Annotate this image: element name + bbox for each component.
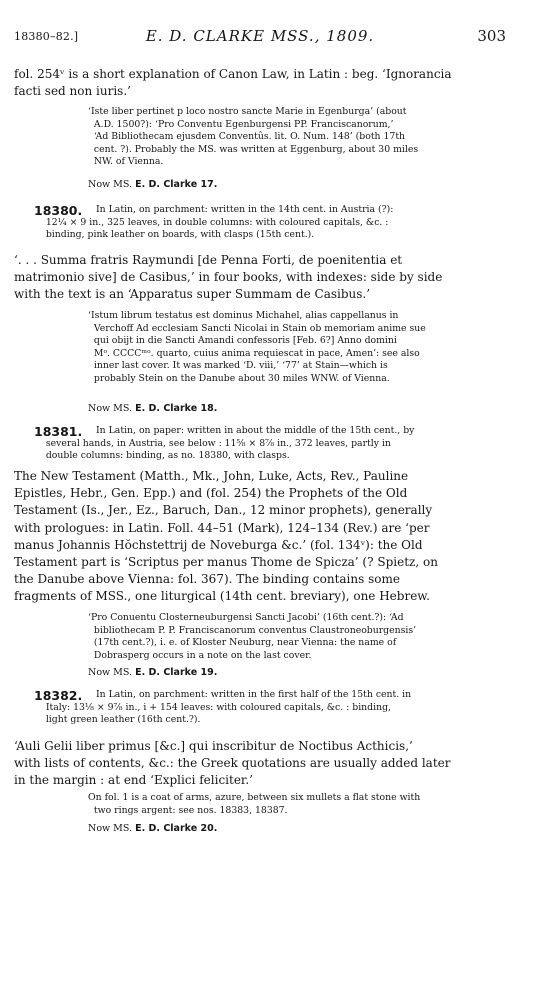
- entry-18381: [34, 425, 508, 463]
- shelfmark-signature: E. D. Clarke 20.: [135, 823, 218, 834]
- shelfmark-18: [88, 402, 217, 415]
- paragraph-summa: ‘. . . Summa fratris Raymundi [de Penna Forti, de poenitentia et matrimonio sive] de Casibus,’ in four books, with indexes: side by side with the text is an ‘Apparatus super Summam de Casibus.’: [14, 253, 443, 302]
- header-range: 18380–82.]: [14, 30, 79, 43]
- entry-number: 18380.: [34, 203, 83, 218]
- shelfmark-prefix: Now MS.: [88, 667, 136, 678]
- shelfmark-17: [88, 178, 217, 191]
- provenance-note-20: On fol. 1 is a coat of arms, azure, between six mullets a flat stone with two rings argent: see nos. 18383, 18387.: [88, 792, 421, 816]
- entry-description: In Latin, on paper: written in about the middle of the 15th cent., by several hands, in Austria, see below : 11⅝ × 8⅞ in., 372 leaves, partly in double columns: binding, as no. 18380, with clasps.: [45, 425, 415, 462]
- paragraph-new-testament: The New Testament (Matth., Mk., John, Luke, Acts, Rev., Pauline Epistles, Hebr., Gen. Epp.) and (fol. 254) the Prophets of the Old Testament (Is., Jer., Ez., Baruch, Dan., 12 minor prophets), generally with prologues: in Latin. Foll. 44–51 (Mark), 124–134 (Rev.) are ‘per manus Johannis Hŏchstettrij de Noveburga &c.’ (fol. 134ᵛ): the Old Testament part is ‘Scriptus per manus Thome de Spicza’ (? Spietz, on the Danube above Vienna: fol. 367). The binding contains some fragments of MSS., one liturgical (14th cent. breviary), one Hebrew.: [14, 469, 438, 604]
- header-title: E. D. CLARKE MSS., 1809.: [145, 27, 375, 45]
- entry-description: In Latin, on parchment: written in the 14th cent. in Austria (?): 12¼ × 9 in., 325 leaves, in double columns: with coloured capitals, &c. : binding, pink leather on boards, with clasps (15th cent.).: [45, 204, 394, 241]
- shelfmark-prefix: Now MS.: [88, 179, 136, 190]
- provenance-note-18: ‘Istum librum testatus est dominus Michahel, alias cappellanus in Verchoff Ad ecclesiam Sancti Nicolai in Stain ob memoriam anime sue qui obijt in die Sancti Amandi confessoris [Feb. 6?] Anno domini Mᵒ. CCCCᵐᵒ. quarto, cuius anima requiescat in pace, Amen’: see also inner last cover. It was marked ‘D. viii,’ ‘77’ at Stain—which is probably Stein on the Danube about 30 miles WNW. of Vienna.: [88, 310, 426, 384]
- provenance-note-17: ‘Iste liber pertinet p loco nostro sancte Marie in Egenburga’ (about A.D. 1500?): ‘Pro Conventu Egenburgensi PP. Franciscanorum,’ ‘Ad Bibliothecam ejusdem Conventûs. lit. O. Num. 148’ (both 17th cent. ?). Probably the MS. was written at Eggenburg, about 30 miles NW. of Vienna.: [88, 106, 419, 168]
- entry-description: In Latin, on parchment: written in the first half of the 15th cent. in Italy: 13⅛ × 9⅞ in., i + 154 leaves: with coloured capitals, &c. : binding, light green leather (16th cent.?).: [45, 689, 412, 726]
- entry-18382: [34, 689, 508, 727]
- shelfmark-signature: E. D. Clarke 19.: [135, 667, 218, 678]
- provenance-note-19: ‘Pro Conuentu Closterneuburgensi Sancti Jacobi’ (16th cent.?): ‘Ad bibliothecam P. P. Franciscanorum conventus Claustroneoburgensis’ (17th cent.?), i. e. of Kloster Neuburg, near Vienna: the name of Dobrasperg occurs in a note on the last cover.: [88, 612, 417, 661]
- entry-number: 18382.: [34, 688, 83, 703]
- entry-18380: [34, 204, 508, 242]
- shelfmark-signature: E. D. Clarke 17.: [135, 179, 218, 190]
- shelfmark-prefix: Now MS.: [88, 823, 136, 834]
- shelfmark-signature: E. D. Clarke 18.: [135, 403, 218, 414]
- running-header: [14, 27, 506, 49]
- page-number: 303: [477, 27, 506, 45]
- entry-number: 18381.: [34, 424, 83, 439]
- shelfmark-20: [88, 822, 217, 835]
- paragraph-auli-gelii: ‘Auli Gelii liber primus [&c.] qui inscribitur de Noctibus Acthicis,’ with lists of contents, &c.: the Greek quotations are usually added later in the margin : at end ‘Explici feliciter.’: [14, 739, 451, 788]
- shelfmark-19: [88, 666, 217, 679]
- paragraph-fol-254: fol. 254ᵛ is a short explanation of Canon Law, in Latin : beg. ‘Ignorancia facti sed non iuris.’: [14, 67, 452, 99]
- shelfmark-prefix: Now MS.: [88, 403, 136, 414]
